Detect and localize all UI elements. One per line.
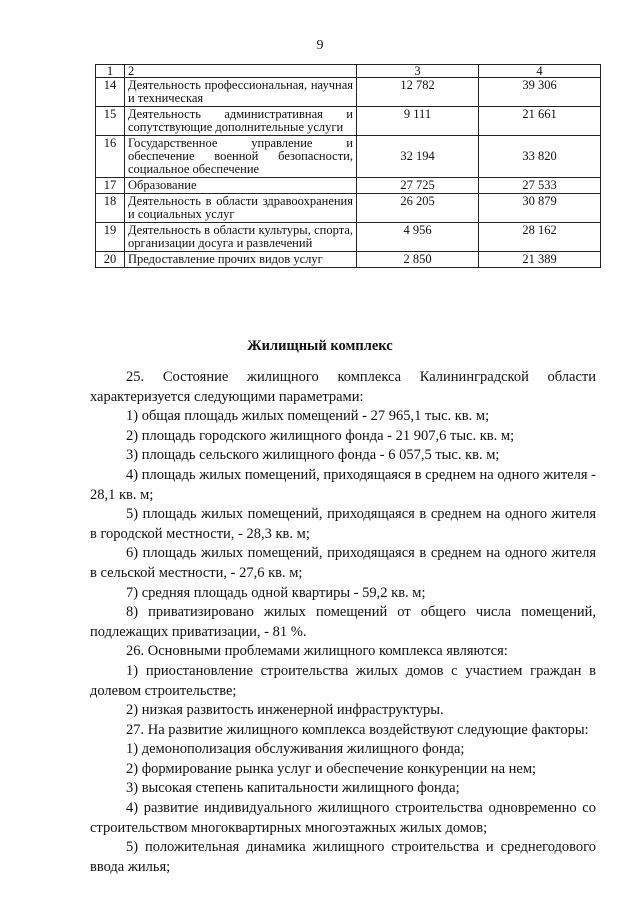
- table-row: [96, 136, 601, 178]
- paragraph: 2) низкая развитость инженерной инфраструктуры.: [126, 702, 444, 719]
- table-row: [96, 107, 601, 136]
- value-col3: 4 956: [357, 223, 479, 252]
- value-col3: 12 782: [357, 78, 479, 107]
- table-row: [96, 223, 601, 252]
- body-text: [90, 368, 596, 877]
- paragraph: 3) площадь сельского жилищного фонда - 6 057,5 тыс. кв. м;: [126, 447, 500, 464]
- paragraph: 3) высокая степень капитальности жилищного фонда;: [126, 780, 460, 797]
- services-table: [95, 64, 601, 268]
- header-cell-3: 3: [357, 65, 479, 78]
- paragraph: 7) средняя площадь одной квартиры - 59,2 кв. м;: [126, 584, 426, 601]
- value-col4: 33 820: [479, 136, 601, 178]
- paragraph: 2) площадь городского жилищного фонда - 21 907,6 тыс. кв. м;: [126, 427, 515, 444]
- value-col4: 21 661: [479, 107, 601, 136]
- activity-name: Деятельность в области культуры, спорта, организации досуга и развлечений: [125, 223, 357, 252]
- value-col4: 27 533: [479, 178, 601, 194]
- page-number: 9: [316, 38, 324, 53]
- activity-name: Деятельность профессиональная, научная и техническая: [125, 78, 357, 107]
- section-title: Жилищный комплекс: [247, 338, 393, 354]
- value-col4: 21 389: [479, 252, 601, 268]
- paragraph: 4) развитие индивидуального жилищного строительства одновременно со строительством многоквартирных многоэтажных жилых домов;: [90, 800, 596, 836]
- paragraph: 1) приостановление строительства жилых домов с участием граждан в долевом строительстве;: [90, 662, 596, 699]
- activity-name: Деятельность в области здравоохранения и социальных услуг: [125, 194, 357, 223]
- paragraph: 6) площадь жилых помещений, приходящаяся в среднем на одного жителя в сельской местности, - 27,6 кв. м;: [90, 545, 596, 581]
- paragraph: 1) демонополизация обслуживания жилищного фонда;: [126, 741, 465, 758]
- table-header-row: [96, 65, 601, 78]
- paragraph: 27. На развитие жилищного комплекса воздействуют следующие факторы:: [126, 721, 589, 738]
- row-number: 14: [96, 78, 125, 107]
- table-row: [96, 252, 601, 268]
- value-col3: 26 205: [357, 194, 479, 223]
- row-number: 17: [96, 178, 125, 194]
- header-cell-4: 4: [479, 65, 601, 78]
- activity-name: Предоставление прочих видов услуг: [125, 252, 357, 268]
- paragraph: 2) формирование рынка услуг и обеспечение конкуренции на нем;: [126, 760, 537, 777]
- row-number: 18: [96, 194, 125, 223]
- header-cell-1: 1: [96, 65, 125, 78]
- activity-name: Образование: [125, 178, 357, 194]
- value-col4: 28 162: [479, 223, 601, 252]
- paragraph: 5) положительная динамика жилищного строительства и среднегодового ввода жилья;: [90, 839, 596, 875]
- value-col4: 30 879: [479, 194, 601, 223]
- table-row: [96, 194, 601, 223]
- value-col3: 2 850: [357, 252, 479, 268]
- value-col3: 27 725: [357, 178, 479, 194]
- table-row: [96, 178, 601, 194]
- paragraph: 4) площадь жилых помещений, приходящаяся в среднем на одного жителя - 28,1 кв. м;: [90, 466, 596, 503]
- row-number: 19: [96, 223, 125, 252]
- value-col3: 32 194: [357, 136, 479, 178]
- paragraph: 5) площадь жилых помещений, приходящаяся в среднем на одного жителя в городской местности, - 28,3 кв. м;: [90, 506, 596, 542]
- row-number: 15: [96, 107, 125, 136]
- table-row: [96, 78, 601, 107]
- value-col3: 9 111: [357, 107, 479, 136]
- paragraph: 8) приватизировано жилых помещений от общего числа помещений, подлежащих приватизации, - 81 %.: [90, 604, 596, 640]
- activity-name: Деятельность административная и сопутствующие дополнительные услуги: [125, 107, 357, 136]
- header-cell-2: 2: [125, 65, 357, 78]
- activity-name: Государственное управление и обеспечение военной безопасности, социальное обеспечение: [125, 136, 357, 178]
- paragraph: 26. Основными проблемами жилищного комплекса являются:: [126, 643, 508, 660]
- row-number: 20: [96, 252, 125, 268]
- value-col4: 39 306: [479, 78, 601, 107]
- paragraph: 25. Состояние жилищного комплекса Калининградской области характеризуется следующими параметрами:: [90, 369, 596, 405]
- paragraph: 1) общая площадь жилых помещений - 27 965,1 тыс. кв. м;: [126, 408, 490, 425]
- row-number: 16: [96, 136, 125, 178]
